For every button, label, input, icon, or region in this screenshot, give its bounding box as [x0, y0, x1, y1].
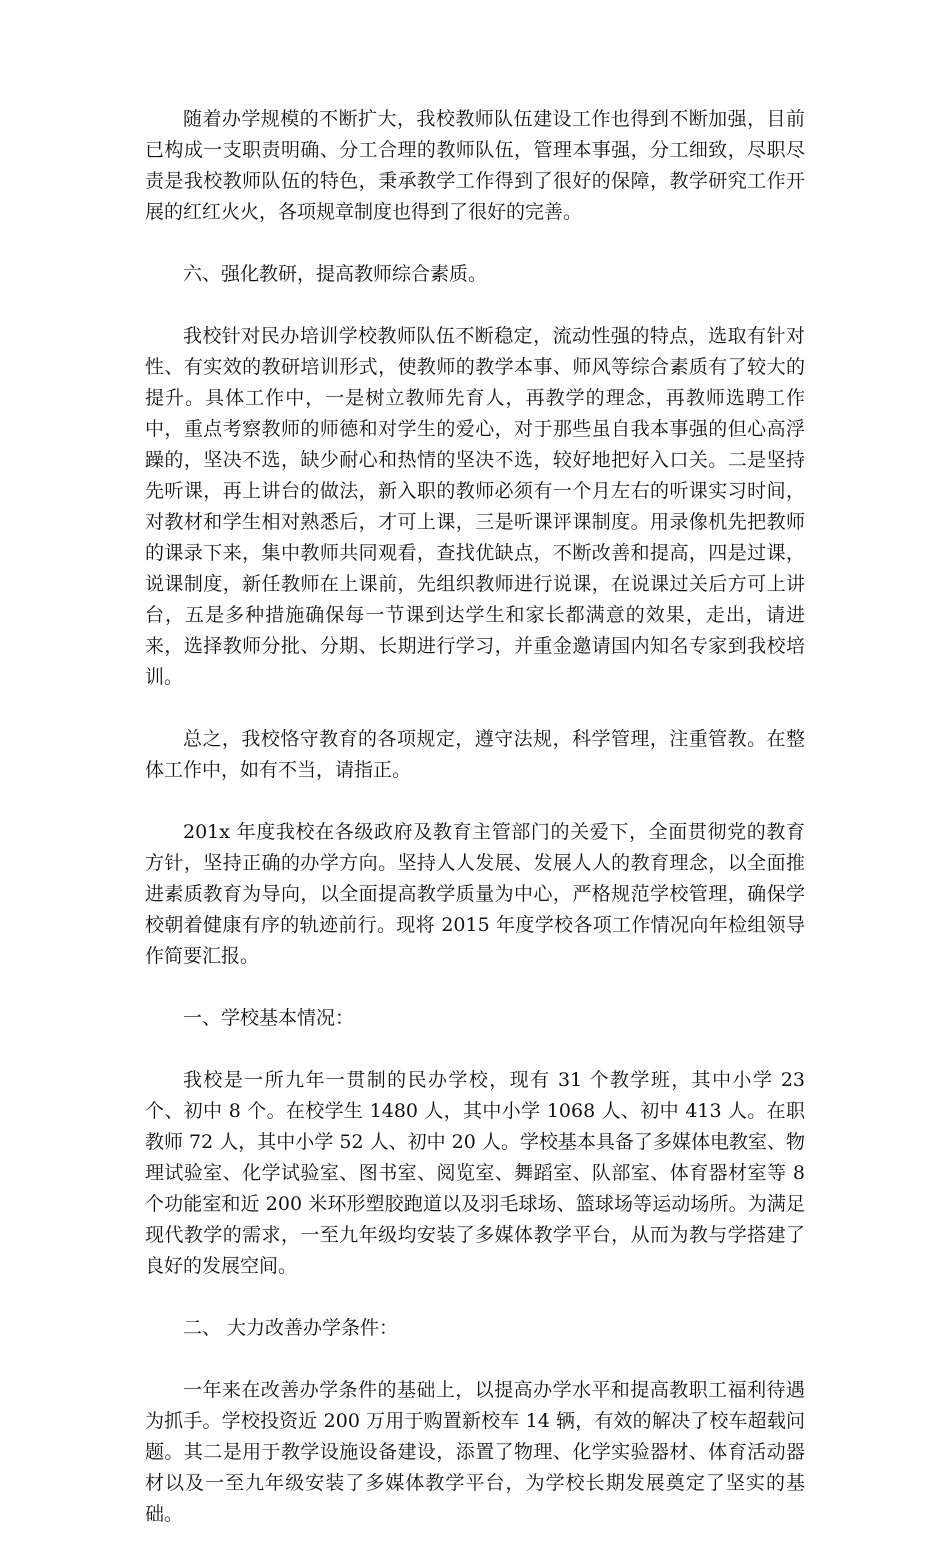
heading-section-one: 一、学校基本情况： — [183, 1007, 355, 1029]
heading-section-six: 六、强化教研，提高教师综合素质。 — [183, 263, 488, 285]
paragraph-summary: 总之，我校恪守教育的各项规定，遵守法规，科学管理，注重管教。在整体工作中，如有不当，请指正。 — [145, 728, 805, 781]
paragraph-improve-conditions: 一年来在改善办学条件的基础上，以提高办学水平和提高教职工福利待遇为抓手。学校投资近 200 万用于购置新校车 14 辆，有效的解决了校车超载问题。其二是用于教学设施设备建设，添置了物理、化学实验器材、体育活动器材以及一至九年级安装了多媒体教学平台，为学校长期发展奠定了坚实的基础。 — [145, 1379, 805, 1525]
paragraph-school-basics: 我校是一所九年一贯制的民办学校，现有 31 个教学班，其中小学 23 个、初中 8 个。在校学生 1480 人，其中小学 1068 人、初中 413 人。在职教师 72 人，其中小学 52 人、初中 20 人。学校基本具备了多媒体电教室、物理试验室、化学试验室、图书室、阅览室、舞蹈室、队部室、体育器材室等 8 个功能室和近 200 米环形塑胶跑道以及羽毛球场、篮球场等运动场所。为满足现代教学的需求，一至九年级均安装了多媒体教学平台，从而为教与学搭建了良好的发展空间。 — [145, 1069, 805, 1277]
document-body — [145, 104, 805, 1561]
heading-section-two: 二、 大力改善办学条件： — [183, 1317, 399, 1339]
paragraph-annual-report-intro: 201x 年度我校在各级政府及教育主管部门的关爱下，全面贯彻党的教育方针，坚持正确的办学方向。坚持人人发展、发展人人的教育理念，以全面推进素质教育为导向，以全面提高教学质量为中心，严格规范学校管理，确保学校朝着健康有序的轨迹前行。现将 2015 年度学校各项工作情况向年检组领导作简要汇报。 — [145, 821, 805, 967]
paragraph-team-building: 随着办学规模的不断扩大，我校教师队伍建设工作也得到不断加强，目前已构成一支职责明确、分工合理的教师队伍，管理本事强，分工细致，尽职尽责是我校教师队伍的特色，秉承教学工作得到了很好的保障，教学研究工作开展的红红火火，各项规章制度也得到了很好的完善。 — [145, 108, 805, 223]
paragraph-teacher-training: 我校针对民办培训学校教师队伍不断稳定，流动性强的特点，选取有针对性、有实效的教研培训形式，使教师的教学本事、师风等综合素质有了较大的提升。具体工作中，一是树立教师先育人，再教学的理念，再教师选聘工作中，重点考察教师的师德和对学生的爱心，对于那些虽自我本事强的但心高浮躁的，坚决不选，缺少耐心和热情的坚决不选，较好地把好入口关。二是坚持先听课，再上讲台的做法，新入职的教师必须有一个月左右的听课实习时间，对教材和学生相对熟悉后，才可上课，三是听课评课制度。用录像机先把教师的课录下来，集中教师共同观看，查找优缺点，不断改善和提高，四是过课，说课制度，新任教师在上课前，先组织教师进行说课，在说课过关后方可上讲台，五是多种措施确保每一节课到达学生和家长都满意的效果，走出，请进来，选择教师分批、分期、长期进行学习，并重金邀请国内知名专家到我校培训。 — [145, 325, 805, 688]
